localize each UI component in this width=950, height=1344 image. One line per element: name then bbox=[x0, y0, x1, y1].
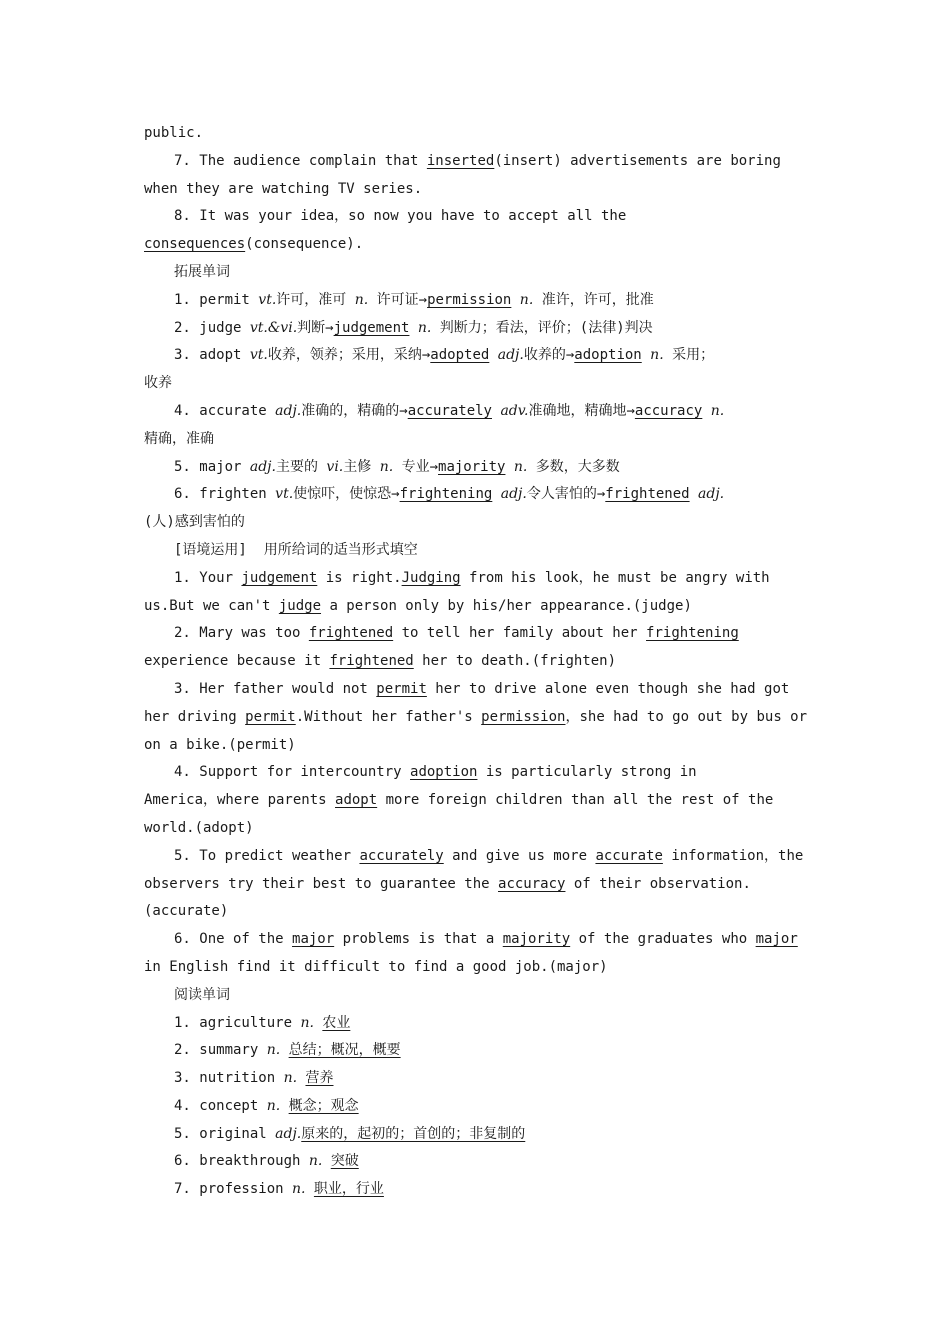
text-run: 5. To predict weather bbox=[174, 847, 360, 864]
text-line bbox=[144, 342, 809, 370]
answer-blank: frightening bbox=[399, 486, 493, 503]
text-run: more foreign children than all the rest of the bbox=[377, 792, 774, 809]
text-line bbox=[144, 759, 809, 787]
answer-blank: adopted bbox=[430, 347, 490, 364]
answer-blank: accurately bbox=[407, 402, 492, 419]
text-run: 1. Your bbox=[174, 569, 242, 586]
part-of-speech: vt. bbox=[258, 291, 277, 308]
text-line bbox=[144, 259, 809, 287]
text-run: 4. concept bbox=[174, 1097, 267, 1114]
text-run: of the graduates who bbox=[570, 931, 756, 948]
text-run: 1. agriculture bbox=[174, 1014, 301, 1031]
answer-blank: 农业 bbox=[322, 1014, 351, 1031]
text-run: 5. original bbox=[174, 1125, 276, 1142]
answer-blank: frightened bbox=[605, 486, 690, 503]
text-run: (accurate) bbox=[144, 903, 229, 920]
text-run: her to drive alone even though she had got bbox=[426, 680, 790, 697]
text-run: 6. breakthrough bbox=[174, 1153, 309, 1170]
part-of-speech: n. bbox=[650, 347, 664, 364]
answer-blank: frightened bbox=[329, 653, 414, 670]
answer-blank: adoption bbox=[410, 764, 478, 781]
text-line bbox=[144, 370, 809, 398]
text-line bbox=[144, 426, 809, 454]
part-of-speech: n. bbox=[354, 291, 369, 308]
answer-blank: frightened bbox=[308, 625, 394, 642]
text-run: 2. judge bbox=[174, 319, 250, 336]
text-line bbox=[144, 1010, 809, 1038]
text-run bbox=[489, 347, 497, 363]
text-run: 5. major bbox=[174, 458, 250, 475]
answer-blank: major bbox=[292, 931, 335, 948]
answer-blank: inserted bbox=[426, 152, 495, 169]
text-run: in English find it difficult to find a good job.(major) bbox=[144, 958, 608, 975]
text-run bbox=[322, 1153, 330, 1169]
answer-blank: judge bbox=[278, 597, 322, 614]
text-run bbox=[492, 486, 500, 502]
text-line bbox=[144, 898, 809, 926]
answer-blank: majority bbox=[502, 931, 571, 948]
text-line bbox=[144, 787, 809, 815]
part-of-speech: adj. bbox=[275, 402, 302, 419]
text-run: 收养的→ bbox=[523, 347, 575, 364]
answer-blank: 原来的，起初的；首创的；非复制的 bbox=[301, 1125, 526, 1142]
text-run: 3. nutrition bbox=[174, 1070, 284, 1087]
text-run: information，the bbox=[662, 847, 804, 864]
part-of-speech: n. bbox=[519, 291, 534, 308]
text-line bbox=[144, 704, 809, 732]
text-run: experience because it bbox=[144, 653, 330, 670]
text-line bbox=[144, 565, 809, 593]
text-run bbox=[305, 1181, 313, 1197]
answer-blank: 营养 bbox=[305, 1070, 334, 1087]
part-of-speech: adj. bbox=[275, 1125, 302, 1142]
text-line bbox=[144, 926, 809, 954]
text-run: and give us more bbox=[443, 847, 596, 864]
text-run: to tell her family about her bbox=[393, 625, 647, 642]
text-run: 7. profession bbox=[174, 1181, 293, 1198]
text-line bbox=[144, 1093, 809, 1121]
text-run: 收养，领养；采用，采纳→ bbox=[267, 347, 431, 364]
text-line bbox=[144, 954, 809, 982]
answer-blank: 总结；概况，概要 bbox=[288, 1042, 401, 1059]
text-run: 判断力；看法，评价；(法律)判决 bbox=[431, 319, 653, 336]
answer-blank: major bbox=[755, 931, 798, 948]
text-line bbox=[144, 509, 809, 537]
text-run: 判断→ bbox=[297, 319, 334, 336]
text-run bbox=[409, 320, 417, 336]
text-line bbox=[144, 481, 809, 509]
text-run bbox=[702, 403, 710, 419]
part-of-speech: adj. bbox=[698, 486, 725, 503]
text-line bbox=[144, 1037, 809, 1065]
text-run bbox=[505, 459, 513, 475]
text-line bbox=[144, 1121, 809, 1149]
part-of-speech: vt. bbox=[275, 486, 294, 503]
answer-blank: Judging bbox=[401, 569, 461, 586]
text-run: problems is that a bbox=[334, 931, 503, 948]
text-run: 2. summary bbox=[174, 1042, 267, 1059]
text-line bbox=[144, 148, 809, 176]
answer-blank: adoption bbox=[574, 347, 642, 364]
text-run: (consequence). bbox=[245, 236, 364, 253]
text-run bbox=[511, 292, 519, 308]
text-run: America，where parents bbox=[144, 792, 336, 809]
text-run: a person only by his/her appearance.(judge) bbox=[321, 597, 692, 614]
text-line bbox=[144, 815, 809, 843]
text-run: 令人害怕的→ bbox=[526, 486, 606, 503]
part-of-speech: adj. bbox=[249, 458, 276, 475]
part-of-speech: n. bbox=[292, 1181, 306, 1198]
text-run: us.But we can't bbox=[144, 597, 279, 614]
text-run: her driving bbox=[144, 708, 246, 725]
document-body bbox=[144, 120, 809, 1204]
answer-blank: 突破 bbox=[330, 1153, 359, 1170]
text-run bbox=[690, 486, 698, 502]
text-run: (insert) advertisements are boring bbox=[494, 152, 781, 169]
answer-blank: accuracy bbox=[634, 402, 703, 419]
part-of-speech: n. bbox=[417, 319, 432, 336]
part-of-speech: vi. bbox=[326, 458, 344, 475]
text-run: 3. Her father would not bbox=[174, 680, 377, 697]
part-of-speech: n. bbox=[513, 458, 528, 475]
answer-blank: permit bbox=[376, 680, 427, 697]
text-run: 4. accurate bbox=[174, 402, 276, 419]
answer-blank: majority bbox=[438, 458, 506, 475]
text-run: 使惊吓，使惊恐→ bbox=[293, 486, 400, 503]
part-of-speech: n. bbox=[710, 402, 725, 419]
text-line bbox=[144, 203, 809, 231]
text-run: 拓展单词 bbox=[174, 263, 230, 280]
text-line bbox=[144, 537, 809, 565]
text-run: 1. permit bbox=[174, 291, 259, 308]
answer-blank: accurately bbox=[359, 847, 444, 864]
text-run bbox=[280, 1042, 288, 1058]
answer-blank: accurate bbox=[595, 847, 663, 864]
text-line bbox=[144, 676, 809, 704]
text-run: 许可，准可 bbox=[276, 291, 355, 308]
answer-blank: judgement bbox=[333, 319, 410, 336]
text-line bbox=[144, 176, 809, 204]
part-of-speech: n. bbox=[266, 1042, 281, 1059]
text-run: 主修 bbox=[343, 458, 380, 475]
answer-blank: frightening bbox=[646, 625, 739, 642]
text-run: 6. frighten bbox=[174, 486, 276, 503]
text-line bbox=[144, 1176, 809, 1204]
text-run: [语境运用] 用所给词的适当形式填空 bbox=[174, 541, 418, 558]
part-of-speech: n. bbox=[283, 1070, 298, 1087]
text-run: 专业→ bbox=[393, 458, 439, 475]
text-line bbox=[144, 315, 809, 343]
text-run: on a bike.(permit) bbox=[144, 736, 296, 753]
text-run: 准确地，精确地→ bbox=[528, 402, 635, 419]
text-run: 多数，大多数 bbox=[527, 458, 620, 475]
text-run: 精确，准确 bbox=[144, 430, 214, 447]
text-run: world.(adopt) bbox=[144, 819, 254, 836]
text-run: public. bbox=[144, 125, 204, 141]
text-run: 准许，许可，批准 bbox=[533, 291, 654, 308]
text-line bbox=[144, 593, 809, 621]
part-of-speech: n. bbox=[300, 1014, 314, 1031]
text-line bbox=[144, 120, 809, 148]
text-line bbox=[144, 871, 809, 899]
text-run: of their observation. bbox=[565, 875, 751, 892]
text-run: ，she had to go out by bus or bbox=[565, 708, 808, 725]
text-line bbox=[144, 732, 809, 760]
text-run: 8. It was your idea，so now you have to accept all the bbox=[174, 208, 627, 225]
text-line bbox=[144, 843, 809, 871]
answer-blank: judgement bbox=[241, 569, 318, 586]
part-of-speech: n. bbox=[266, 1097, 281, 1114]
text-run: (人)感到害怕的 bbox=[144, 514, 245, 531]
text-run bbox=[280, 1098, 288, 1114]
answer-blank: permit bbox=[245, 708, 296, 725]
text-run: 收养 bbox=[144, 375, 172, 392]
answer-blank: 职业，行业 bbox=[313, 1181, 384, 1198]
part-of-speech: n. bbox=[308, 1153, 323, 1170]
part-of-speech: adj. bbox=[497, 347, 524, 364]
text-run: 阅读单词 bbox=[174, 986, 230, 1003]
text-run: from his look，he must be angry with bbox=[460, 569, 770, 586]
text-run: when they are watching TV series. bbox=[144, 180, 423, 197]
text-run: her to death.(frighten) bbox=[413, 653, 617, 670]
text-run: 3. adopt bbox=[174, 347, 250, 364]
text-line bbox=[144, 454, 809, 482]
text-run: .Without her father's bbox=[295, 708, 482, 725]
part-of-speech: adj. bbox=[500, 486, 527, 503]
text-line bbox=[144, 648, 809, 676]
text-line bbox=[144, 1148, 809, 1176]
text-line bbox=[144, 1065, 809, 1093]
text-run: 许可证→ bbox=[368, 291, 428, 308]
text-run: 4. Support for intercountry bbox=[174, 764, 411, 781]
text-run: 主要的 bbox=[275, 458, 327, 475]
text-line bbox=[144, 982, 809, 1010]
answer-blank: permission bbox=[427, 291, 512, 308]
text-line bbox=[144, 398, 809, 426]
answer-blank: consequences bbox=[144, 236, 246, 253]
text-run: 2. Mary was too bbox=[174, 625, 309, 642]
text-run: is right. bbox=[317, 569, 402, 586]
part-of-speech: n. bbox=[379, 458, 394, 475]
text-run: 6. One of the bbox=[174, 931, 293, 948]
text-run: 准确的，精确的→ bbox=[301, 402, 408, 419]
answer-blank: 概念；观念 bbox=[288, 1097, 359, 1114]
answer-blank: accuracy bbox=[498, 875, 566, 892]
text-run: is particularly strong in bbox=[477, 764, 697, 781]
answer-blank: adopt bbox=[335, 792, 378, 809]
text-run: observers try their best to guarantee the bbox=[144, 875, 499, 892]
text-run bbox=[642, 347, 650, 363]
text-line bbox=[144, 620, 809, 648]
text-line bbox=[144, 287, 809, 315]
part-of-speech: adv. bbox=[500, 402, 529, 419]
text-line bbox=[144, 231, 809, 259]
text-run: 采用； bbox=[663, 347, 715, 364]
answer-blank: permission bbox=[481, 708, 566, 725]
text-run: 7. The audience complain that bbox=[174, 152, 427, 169]
part-of-speech: vt. bbox=[249, 347, 268, 364]
part-of-speech: vt.&vi. bbox=[249, 319, 298, 336]
